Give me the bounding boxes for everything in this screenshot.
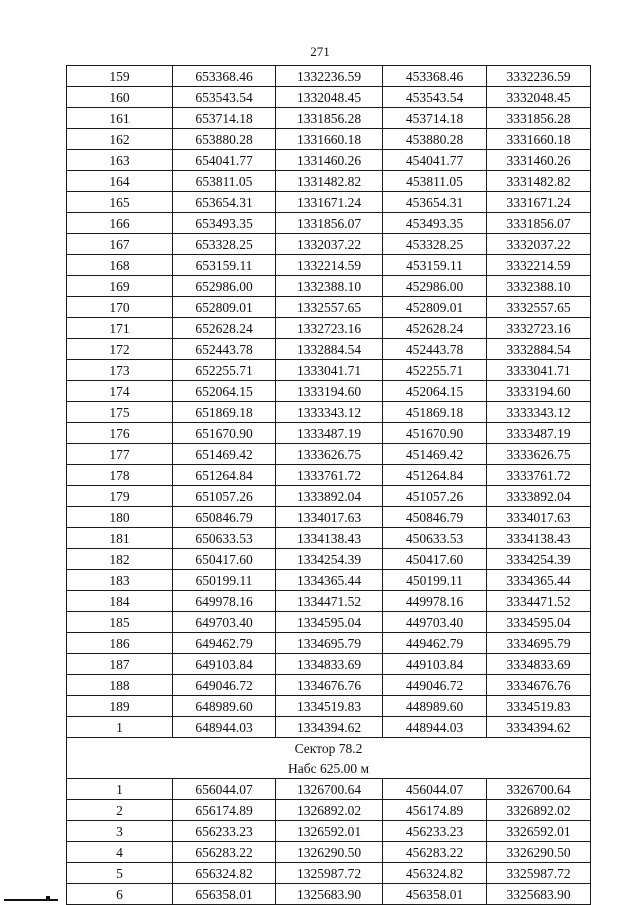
x-local-cell: 451264.84	[383, 465, 487, 486]
table-row	[67, 696, 591, 717]
point-number-cell: 164	[67, 171, 173, 192]
table-row	[67, 507, 591, 528]
table-row	[67, 360, 591, 381]
y-coordinate-cell: 1334394.62	[276, 717, 383, 738]
x-local-cell: 453880.28	[383, 129, 487, 150]
x-coordinate-cell: 651670.90	[173, 423, 276, 444]
point-number-cell: 180	[67, 507, 173, 528]
table-row	[67, 591, 591, 612]
y-local-cell: 3326700.64	[487, 779, 591, 800]
table-row	[67, 318, 591, 339]
x-local-cell: 456358.01	[383, 884, 487, 905]
x-coordinate-cell: 650417.60	[173, 549, 276, 570]
y-local-cell: 3332884.54	[487, 339, 591, 360]
y-local-cell: 3333194.60	[487, 381, 591, 402]
x-local-cell: 453811.05	[383, 171, 487, 192]
y-coordinate-cell: 1331482.82	[276, 171, 383, 192]
point-number-cell: 181	[67, 528, 173, 549]
table-row	[67, 129, 591, 150]
page-number: 271	[310, 44, 330, 59]
y-coordinate-cell: 1332048.45	[276, 87, 383, 108]
y-coordinate-cell: 1334254.39	[276, 549, 383, 570]
y-local-cell: 3334365.44	[487, 570, 591, 591]
point-number-cell: 2	[67, 800, 173, 821]
x-coordinate-cell: 656233.23	[173, 821, 276, 842]
y-coordinate-cell: 1333343.12	[276, 402, 383, 423]
table-row	[67, 255, 591, 276]
table-row	[67, 821, 591, 842]
x-coordinate-cell: 648944.03	[173, 717, 276, 738]
y-local-cell: 3331671.24	[487, 192, 591, 213]
x-local-cell: 448989.60	[383, 696, 487, 717]
y-local-cell: 3333761.72	[487, 465, 591, 486]
point-number-cell: 188	[67, 675, 173, 696]
y-coordinate-cell: 1332723.16	[276, 318, 383, 339]
point-number-cell: 187	[67, 654, 173, 675]
x-coordinate-cell: 651264.84	[173, 465, 276, 486]
table-row	[67, 213, 591, 234]
x-coordinate-cell: 656044.07	[173, 779, 276, 800]
y-coordinate-cell: 1331856.28	[276, 108, 383, 129]
x-local-cell: 450199.11	[383, 570, 487, 591]
point-number-cell: 162	[67, 129, 173, 150]
point-number-cell: 185	[67, 612, 173, 633]
x-local-cell: 456324.82	[383, 863, 487, 884]
x-local-cell: 453714.18	[383, 108, 487, 129]
y-coordinate-cell: 1333041.71	[276, 360, 383, 381]
point-number-cell: 165	[67, 192, 173, 213]
y-coordinate-cell: 1333892.04	[276, 486, 383, 507]
table-row	[67, 192, 591, 213]
point-number-cell: 169	[67, 276, 173, 297]
y-local-cell: 3331460.26	[487, 150, 591, 171]
y-coordinate-cell: 1334138.43	[276, 528, 383, 549]
table-row	[67, 486, 591, 507]
y-local-cell: 3325683.90	[487, 884, 591, 905]
point-number-cell: 1	[67, 779, 173, 800]
table-row	[67, 549, 591, 570]
x-local-cell: 449462.79	[383, 633, 487, 654]
y-coordinate-cell: 1326592.01	[276, 821, 383, 842]
y-local-cell: 3334394.62	[487, 717, 591, 738]
table-row	[67, 87, 591, 108]
y-coordinate-cell: 1332884.54	[276, 339, 383, 360]
x-coordinate-cell: 656358.01	[173, 884, 276, 905]
y-coordinate-cell: 1334695.79	[276, 633, 383, 654]
point-number-cell: 160	[67, 87, 173, 108]
point-number-cell: 184	[67, 591, 173, 612]
x-coordinate-cell: 650633.53	[173, 528, 276, 549]
x-coordinate-cell: 653543.54	[173, 87, 276, 108]
x-local-cell: 450846.79	[383, 507, 487, 528]
table-row	[67, 423, 591, 444]
x-coordinate-cell: 651869.18	[173, 402, 276, 423]
y-coordinate-cell: 1333626.75	[276, 444, 383, 465]
section-title: Сектор 78.2	[67, 738, 591, 759]
point-number-cell: 163	[67, 150, 173, 171]
x-coordinate-cell: 652986.00	[173, 276, 276, 297]
y-coordinate-cell: 1326700.64	[276, 779, 383, 800]
table-row	[67, 276, 591, 297]
y-local-cell: 3332214.59	[487, 255, 591, 276]
x-coordinate-cell: 653159.11	[173, 255, 276, 276]
table-row	[67, 779, 591, 800]
table-row	[67, 297, 591, 318]
point-number-cell: 182	[67, 549, 173, 570]
section-header	[67, 738, 591, 779]
point-number-cell: 3	[67, 821, 173, 842]
table-row	[67, 800, 591, 821]
x-coordinate-cell: 653880.28	[173, 129, 276, 150]
x-local-cell: 453654.31	[383, 192, 487, 213]
x-local-cell: 450417.60	[383, 549, 487, 570]
x-local-cell: 449046.72	[383, 675, 487, 696]
y-coordinate-cell: 1325987.72	[276, 863, 383, 884]
x-local-cell: 448944.03	[383, 717, 487, 738]
table-row	[67, 381, 591, 402]
y-coordinate-cell: 1334595.04	[276, 612, 383, 633]
y-coordinate-cell: 1331856.07	[276, 213, 383, 234]
x-coordinate-cell: 650199.11	[173, 570, 276, 591]
y-local-cell: 3326892.02	[487, 800, 591, 821]
x-local-cell: 456233.23	[383, 821, 487, 842]
y-local-cell: 3334471.52	[487, 591, 591, 612]
y-coordinate-cell: 1334676.76	[276, 675, 383, 696]
y-local-cell: 3332048.45	[487, 87, 591, 108]
y-coordinate-cell: 1334365.44	[276, 570, 383, 591]
y-local-cell: 3332388.10	[487, 276, 591, 297]
y-local-cell: 3333343.12	[487, 402, 591, 423]
y-local-cell: 3334017.63	[487, 507, 591, 528]
point-number-cell: 167	[67, 234, 173, 255]
point-number-cell: 175	[67, 402, 173, 423]
point-number-cell: 1	[67, 717, 173, 738]
y-local-cell: 3332037.22	[487, 234, 591, 255]
y-coordinate-cell: 1331660.18	[276, 129, 383, 150]
x-local-cell: 451869.18	[383, 402, 487, 423]
x-local-cell: 456044.07	[383, 779, 487, 800]
y-coordinate-cell: 1332557.65	[276, 297, 383, 318]
y-coordinate-cell: 1333194.60	[276, 381, 383, 402]
table-row	[67, 108, 591, 129]
y-local-cell: 3334254.39	[487, 549, 591, 570]
y-local-cell: 3334595.04	[487, 612, 591, 633]
y-local-cell: 3333626.75	[487, 444, 591, 465]
x-local-cell: 453493.35	[383, 213, 487, 234]
y-local-cell: 3333487.19	[487, 423, 591, 444]
y-coordinate-cell: 1331671.24	[276, 192, 383, 213]
y-local-cell: 3333041.71	[487, 360, 591, 381]
x-local-cell: 452628.24	[383, 318, 487, 339]
x-coordinate-cell: 652443.78	[173, 339, 276, 360]
y-coordinate-cell: 1332037.22	[276, 234, 383, 255]
point-number-cell: 4	[67, 842, 173, 863]
y-local-cell: 3334519.83	[487, 696, 591, 717]
x-local-cell: 453368.46	[383, 66, 487, 87]
point-number-cell: 6	[67, 884, 173, 905]
x-coordinate-cell: 656324.82	[173, 863, 276, 884]
y-coordinate-cell: 1331460.26	[276, 150, 383, 171]
point-number-cell: 186	[67, 633, 173, 654]
x-local-cell: 449978.16	[383, 591, 487, 612]
point-number-cell: 168	[67, 255, 173, 276]
x-coordinate-cell: 653328.25	[173, 234, 276, 255]
x-local-cell: 449103.84	[383, 654, 487, 675]
y-local-cell: 3334695.79	[487, 633, 591, 654]
table-row	[67, 465, 591, 486]
y-local-cell: 3333892.04	[487, 486, 591, 507]
y-local-cell: 3326592.01	[487, 821, 591, 842]
point-number-cell: 171	[67, 318, 173, 339]
y-local-cell: 3334676.76	[487, 675, 591, 696]
x-local-cell: 449703.40	[383, 612, 487, 633]
y-local-cell: 3331660.18	[487, 129, 591, 150]
y-local-cell: 3331856.07	[487, 213, 591, 234]
x-local-cell: 451057.26	[383, 486, 487, 507]
y-coordinate-cell: 1334833.69	[276, 654, 383, 675]
x-coordinate-cell: 651057.26	[173, 486, 276, 507]
y-local-cell: 3332557.65	[487, 297, 591, 318]
point-number-cell: 174	[67, 381, 173, 402]
x-coordinate-cell: 649103.84	[173, 654, 276, 675]
point-number-cell: 178	[67, 465, 173, 486]
x-local-cell: 450633.53	[383, 528, 487, 549]
y-coordinate-cell: 1334017.63	[276, 507, 383, 528]
table-row	[67, 66, 591, 87]
point-number-cell: 179	[67, 486, 173, 507]
x-local-cell: 452809.01	[383, 297, 487, 318]
x-local-cell: 454041.77	[383, 150, 487, 171]
table-row	[67, 717, 591, 738]
y-local-cell: 3326290.50	[487, 842, 591, 863]
x-local-cell: 452443.78	[383, 339, 487, 360]
y-coordinate-cell: 1334471.52	[276, 591, 383, 612]
x-local-cell: 453159.11	[383, 255, 487, 276]
point-number-cell: 177	[67, 444, 173, 465]
x-local-cell: 451469.42	[383, 444, 487, 465]
table-row	[67, 444, 591, 465]
y-coordinate-cell: 1333761.72	[276, 465, 383, 486]
x-local-cell: 452064.15	[383, 381, 487, 402]
table-row	[67, 234, 591, 255]
x-coordinate-cell: 652628.24	[173, 318, 276, 339]
table-row	[67, 339, 591, 360]
table-row	[67, 884, 591, 905]
point-number-cell: 183	[67, 570, 173, 591]
x-coordinate-cell: 653714.18	[173, 108, 276, 129]
y-local-cell: 3332723.16	[487, 318, 591, 339]
y-local-cell: 3334138.43	[487, 528, 591, 549]
x-local-cell: 456174.89	[383, 800, 487, 821]
table-row	[67, 528, 591, 549]
x-local-cell: 453328.25	[383, 234, 487, 255]
y-local-cell: 3334833.69	[487, 654, 591, 675]
x-coordinate-cell: 650846.79	[173, 507, 276, 528]
point-number-cell: 189	[67, 696, 173, 717]
y-local-cell: 3331856.28	[487, 108, 591, 129]
point-number-cell: 172	[67, 339, 173, 360]
y-coordinate-cell: 1332388.10	[276, 276, 383, 297]
x-coordinate-cell: 653654.31	[173, 192, 276, 213]
point-number-cell: 5	[67, 863, 173, 884]
coordinates-group-1	[67, 66, 591, 738]
table-row	[67, 570, 591, 591]
table-row	[67, 842, 591, 863]
scan-edge-mark	[4, 899, 58, 901]
x-coordinate-cell: 653368.46	[173, 66, 276, 87]
point-number-cell: 166	[67, 213, 173, 234]
table-row	[67, 612, 591, 633]
x-coordinate-cell: 652809.01	[173, 297, 276, 318]
table-row	[67, 654, 591, 675]
x-coordinate-cell: 652255.71	[173, 360, 276, 381]
point-number-cell: 170	[67, 297, 173, 318]
y-coordinate-cell: 1332236.59	[276, 66, 383, 87]
x-coordinate-cell: 654041.77	[173, 150, 276, 171]
table-row	[67, 402, 591, 423]
y-local-cell: 3332236.59	[487, 66, 591, 87]
point-number-cell: 173	[67, 360, 173, 381]
point-number-cell: 176	[67, 423, 173, 444]
table-row	[67, 150, 591, 171]
y-local-cell: 3331482.82	[487, 171, 591, 192]
y-coordinate-cell: 1334519.83	[276, 696, 383, 717]
x-coordinate-cell: 649046.72	[173, 675, 276, 696]
y-coordinate-cell: 1325683.90	[276, 884, 383, 905]
point-number-cell: 159	[67, 66, 173, 87]
x-coordinate-cell: 656283.22	[173, 842, 276, 863]
table-row	[67, 675, 591, 696]
table-row	[67, 633, 591, 654]
x-local-cell: 452986.00	[383, 276, 487, 297]
x-coordinate-cell: 648989.60	[173, 696, 276, 717]
coordinates-table	[66, 65, 591, 905]
table-row	[67, 171, 591, 192]
y-coordinate-cell: 1333487.19	[276, 423, 383, 444]
x-coordinate-cell: 649703.40	[173, 612, 276, 633]
table-row	[67, 863, 591, 884]
x-local-cell: 452255.71	[383, 360, 487, 381]
y-local-cell: 3325987.72	[487, 863, 591, 884]
y-coordinate-cell: 1326892.02	[276, 800, 383, 821]
x-coordinate-cell: 649978.16	[173, 591, 276, 612]
x-coordinate-cell: 656174.89	[173, 800, 276, 821]
point-number-cell: 161	[67, 108, 173, 129]
x-local-cell: 451670.90	[383, 423, 487, 444]
x-coordinate-cell: 653811.05	[173, 171, 276, 192]
x-local-cell: 456283.22	[383, 842, 487, 863]
x-coordinate-cell: 649462.79	[173, 633, 276, 654]
section-subtitle: Набс 625.00 м	[67, 758, 591, 779]
coordinates-group-2	[67, 779, 591, 905]
x-coordinate-cell: 652064.15	[173, 381, 276, 402]
x-coordinate-cell: 653493.35	[173, 213, 276, 234]
y-coordinate-cell: 1326290.50	[276, 842, 383, 863]
x-coordinate-cell: 651469.42	[173, 444, 276, 465]
y-coordinate-cell: 1332214.59	[276, 255, 383, 276]
x-local-cell: 453543.54	[383, 87, 487, 108]
